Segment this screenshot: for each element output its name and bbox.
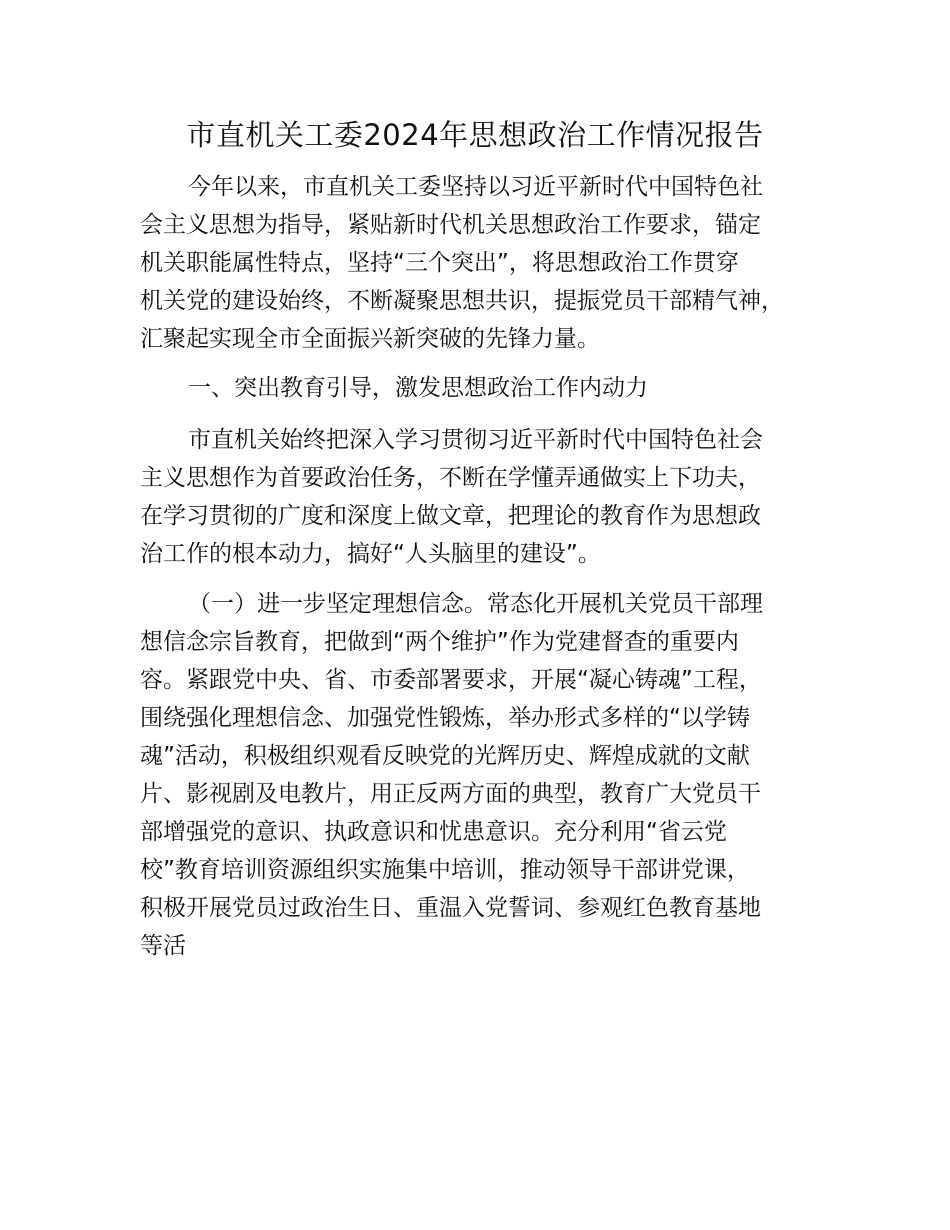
text-line: 治工作的根本动力，搞好“人头脑里的建设”。 <box>140 541 601 567</box>
text-line: 魂”活动，积极组织观看反映党的光辉历史、辉煌成就的文献 <box>140 743 750 769</box>
text-line: 在学习贯彻的广度和深度上做文章，把理论的教育作为思想政 <box>140 503 761 529</box>
text-line: 片、影视剧及电教片，用正反两方面的典型，教育广大党员干 <box>140 781 761 807</box>
text-line: 部增强党的意识、执政意识和忧患意识。充分利用“省云党 <box>140 819 727 845</box>
text-line: 机关党的建设始终，不断凝聚思想共识，提振党员干部精气神， <box>140 288 784 314</box>
text-line: 积极开展党员过政治生日、重温入党誓词、参观红色教育基地 <box>140 895 761 921</box>
text-line: 机关职能属性特点，坚持“三个突出”，将思想政治工作贯穿 <box>140 250 739 276</box>
text-line: 想信念宗旨教育，把做到“两个维护”作为党建督查的重要内 <box>140 629 739 655</box>
paragraph-intro <box>140 168 840 358</box>
paragraph-section-1 <box>140 421 840 573</box>
text-line: 市直机关始终把深入学习贯彻习近平新时代中国特色社会 <box>188 427 763 453</box>
heading-line: 一、突出教育引导，激发思想政治工作内动力 <box>188 375 648 401</box>
text-line: 校”教育培训资源组织实施集中培训，推动领导干部讲党课， <box>140 857 750 883</box>
text-line: 会主义思想为指导，紧贴新时代机关思想政治工作要求，锚定 <box>140 212 761 238</box>
document-body <box>140 168 840 975</box>
text-line: 等活 <box>140 933 186 959</box>
section-heading-1 <box>140 369 840 407</box>
text-line: 汇聚起实现全市全面振兴新突破的先锋力量。 <box>140 326 600 352</box>
text-line: （一）进一步坚定理想信念。常态化开展机关党员干部理 <box>188 591 763 617</box>
text-line: 容。紧跟党中央、省、市委部署要求，开展“凝心铸魂”工程， <box>140 667 762 693</box>
document-title: 市直机关工委2024年思想政治工作情况报告 <box>186 118 764 152</box>
text-line: 围绕强化理想信念、加强党性锻炼，举办形式多样的“以学铸 <box>140 705 750 731</box>
text-line: 今年以来，市直机关工委坚持以习近平新时代中国特色社 <box>188 174 763 200</box>
text-line: 主义思想作为首要政治任务，不断在学懂弄通做实上下功夫， <box>140 465 761 491</box>
paragraph-subsection-1 <box>140 585 840 965</box>
